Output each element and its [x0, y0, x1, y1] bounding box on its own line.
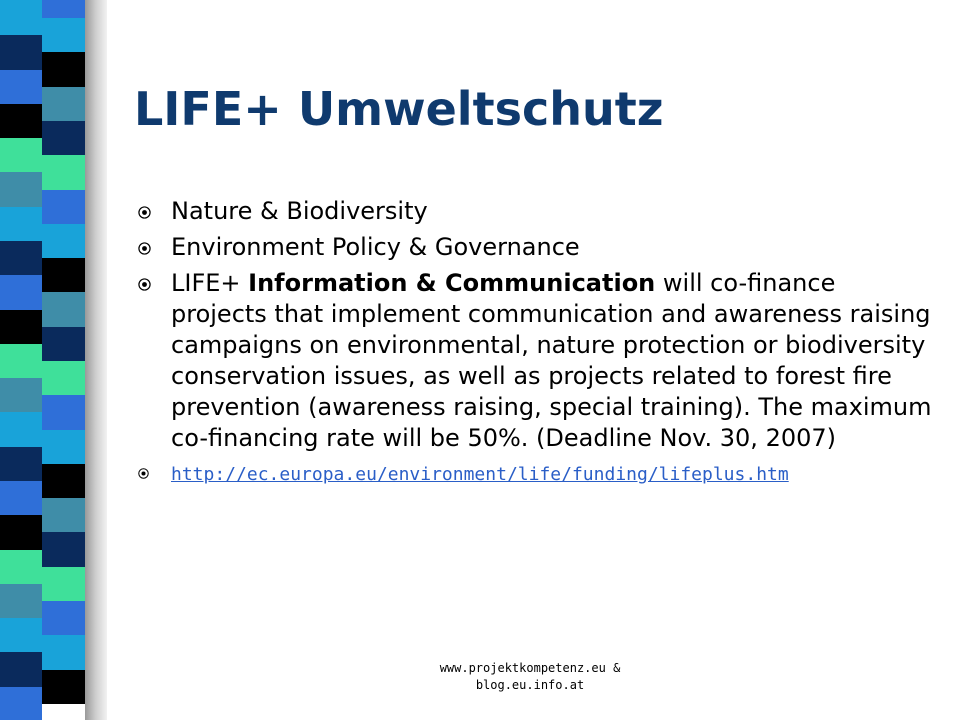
stripe-block: [0, 171, 42, 206]
stripe-block: [42, 326, 87, 361]
stripe-block: [0, 583, 42, 618]
bullet-item-policy: [138, 232, 938, 263]
stripe-block: [42, 154, 87, 189]
stripe-block: [0, 274, 42, 309]
stripe-block: [42, 394, 87, 429]
stripe-block: [0, 0, 42, 35]
stripe-block: [42, 566, 87, 601]
bullet-text: Environment Policy & Governance: [171, 233, 580, 261]
stripe-block: [42, 360, 87, 395]
stripe-block: [0, 651, 42, 686]
stripe-block: [0, 617, 42, 652]
bullet-item-link: [138, 460, 938, 489]
footer-line-1: www.projektkompetenz.eu &: [439, 661, 621, 675]
stripe-block: [42, 634, 87, 669]
stripe-block: [0, 103, 42, 138]
circled-dot-bullet-icon: [138, 278, 151, 291]
stripe-block: [42, 120, 87, 155]
bullet-list: [138, 196, 938, 494]
stripe-block: [0, 686, 42, 720]
stripe-block: [42, 463, 87, 498]
stripe-block: [42, 17, 87, 52]
stripe-block: [0, 549, 42, 584]
circled-dot-bullet-icon: [138, 206, 151, 219]
stripe-block: [0, 377, 42, 412]
stripe-block: [0, 514, 42, 549]
stripe-block: [42, 189, 87, 224]
stripe-block: [42, 429, 87, 464]
stripe-block: [42, 600, 87, 635]
bullet-text-suffix: will co-finance projects that implement communication and awareness raising campaigns on environmental, nature protection or biodiversity conservation issues, as well as projects related to forest fire prevention (awareness raising, special training). The maximum co-financing rate will be 50%. (Deadline Nov. 30, 2007): [171, 269, 932, 452]
bullet-item-nature: [138, 196, 938, 227]
stripe-block: [42, 257, 87, 292]
lifeplus-link[interactable]: http://ec.europa.eu/environment/life/funding/lifeplus.htm: [171, 464, 789, 485]
stripe-block: [0, 137, 42, 172]
stripe-block: [0, 309, 42, 344]
circled-dot-bullet-icon: [138, 468, 149, 479]
stripe-block: [42, 669, 87, 704]
stripe-shadow: [85, 0, 107, 720]
slide-footer: [380, 660, 680, 694]
stripe-block: [0, 446, 42, 481]
circled-dot-bullet-icon: [138, 242, 151, 255]
bullet-text-bold: Information & Communication: [248, 269, 656, 297]
stripe-block: [42, 86, 87, 121]
stripe-block: [0, 34, 42, 69]
slide-title: LIFE+ Umweltschutz: [134, 82, 664, 136]
stripe-block: [0, 411, 42, 446]
decorative-stripe-bar: [0, 0, 108, 720]
stripe-block: [0, 240, 42, 275]
stripe-block: [0, 343, 42, 378]
stripe-block: [42, 291, 87, 326]
stripe-block: [0, 206, 42, 241]
bullet-item-information: [138, 268, 938, 454]
stripe-block: [42, 223, 87, 258]
bullet-text-prefix: LIFE+: [171, 269, 249, 297]
stripe-block: [42, 0, 87, 18]
stripe-block: [42, 531, 87, 566]
bullet-text: Nature & Biodiversity: [171, 197, 428, 225]
stripe-block: [42, 51, 87, 86]
stripe-block: [42, 497, 87, 532]
stripe-block: [0, 480, 42, 515]
stripe-block: [0, 69, 42, 104]
footer-line-2: blog.eu.info.at: [475, 678, 585, 692]
